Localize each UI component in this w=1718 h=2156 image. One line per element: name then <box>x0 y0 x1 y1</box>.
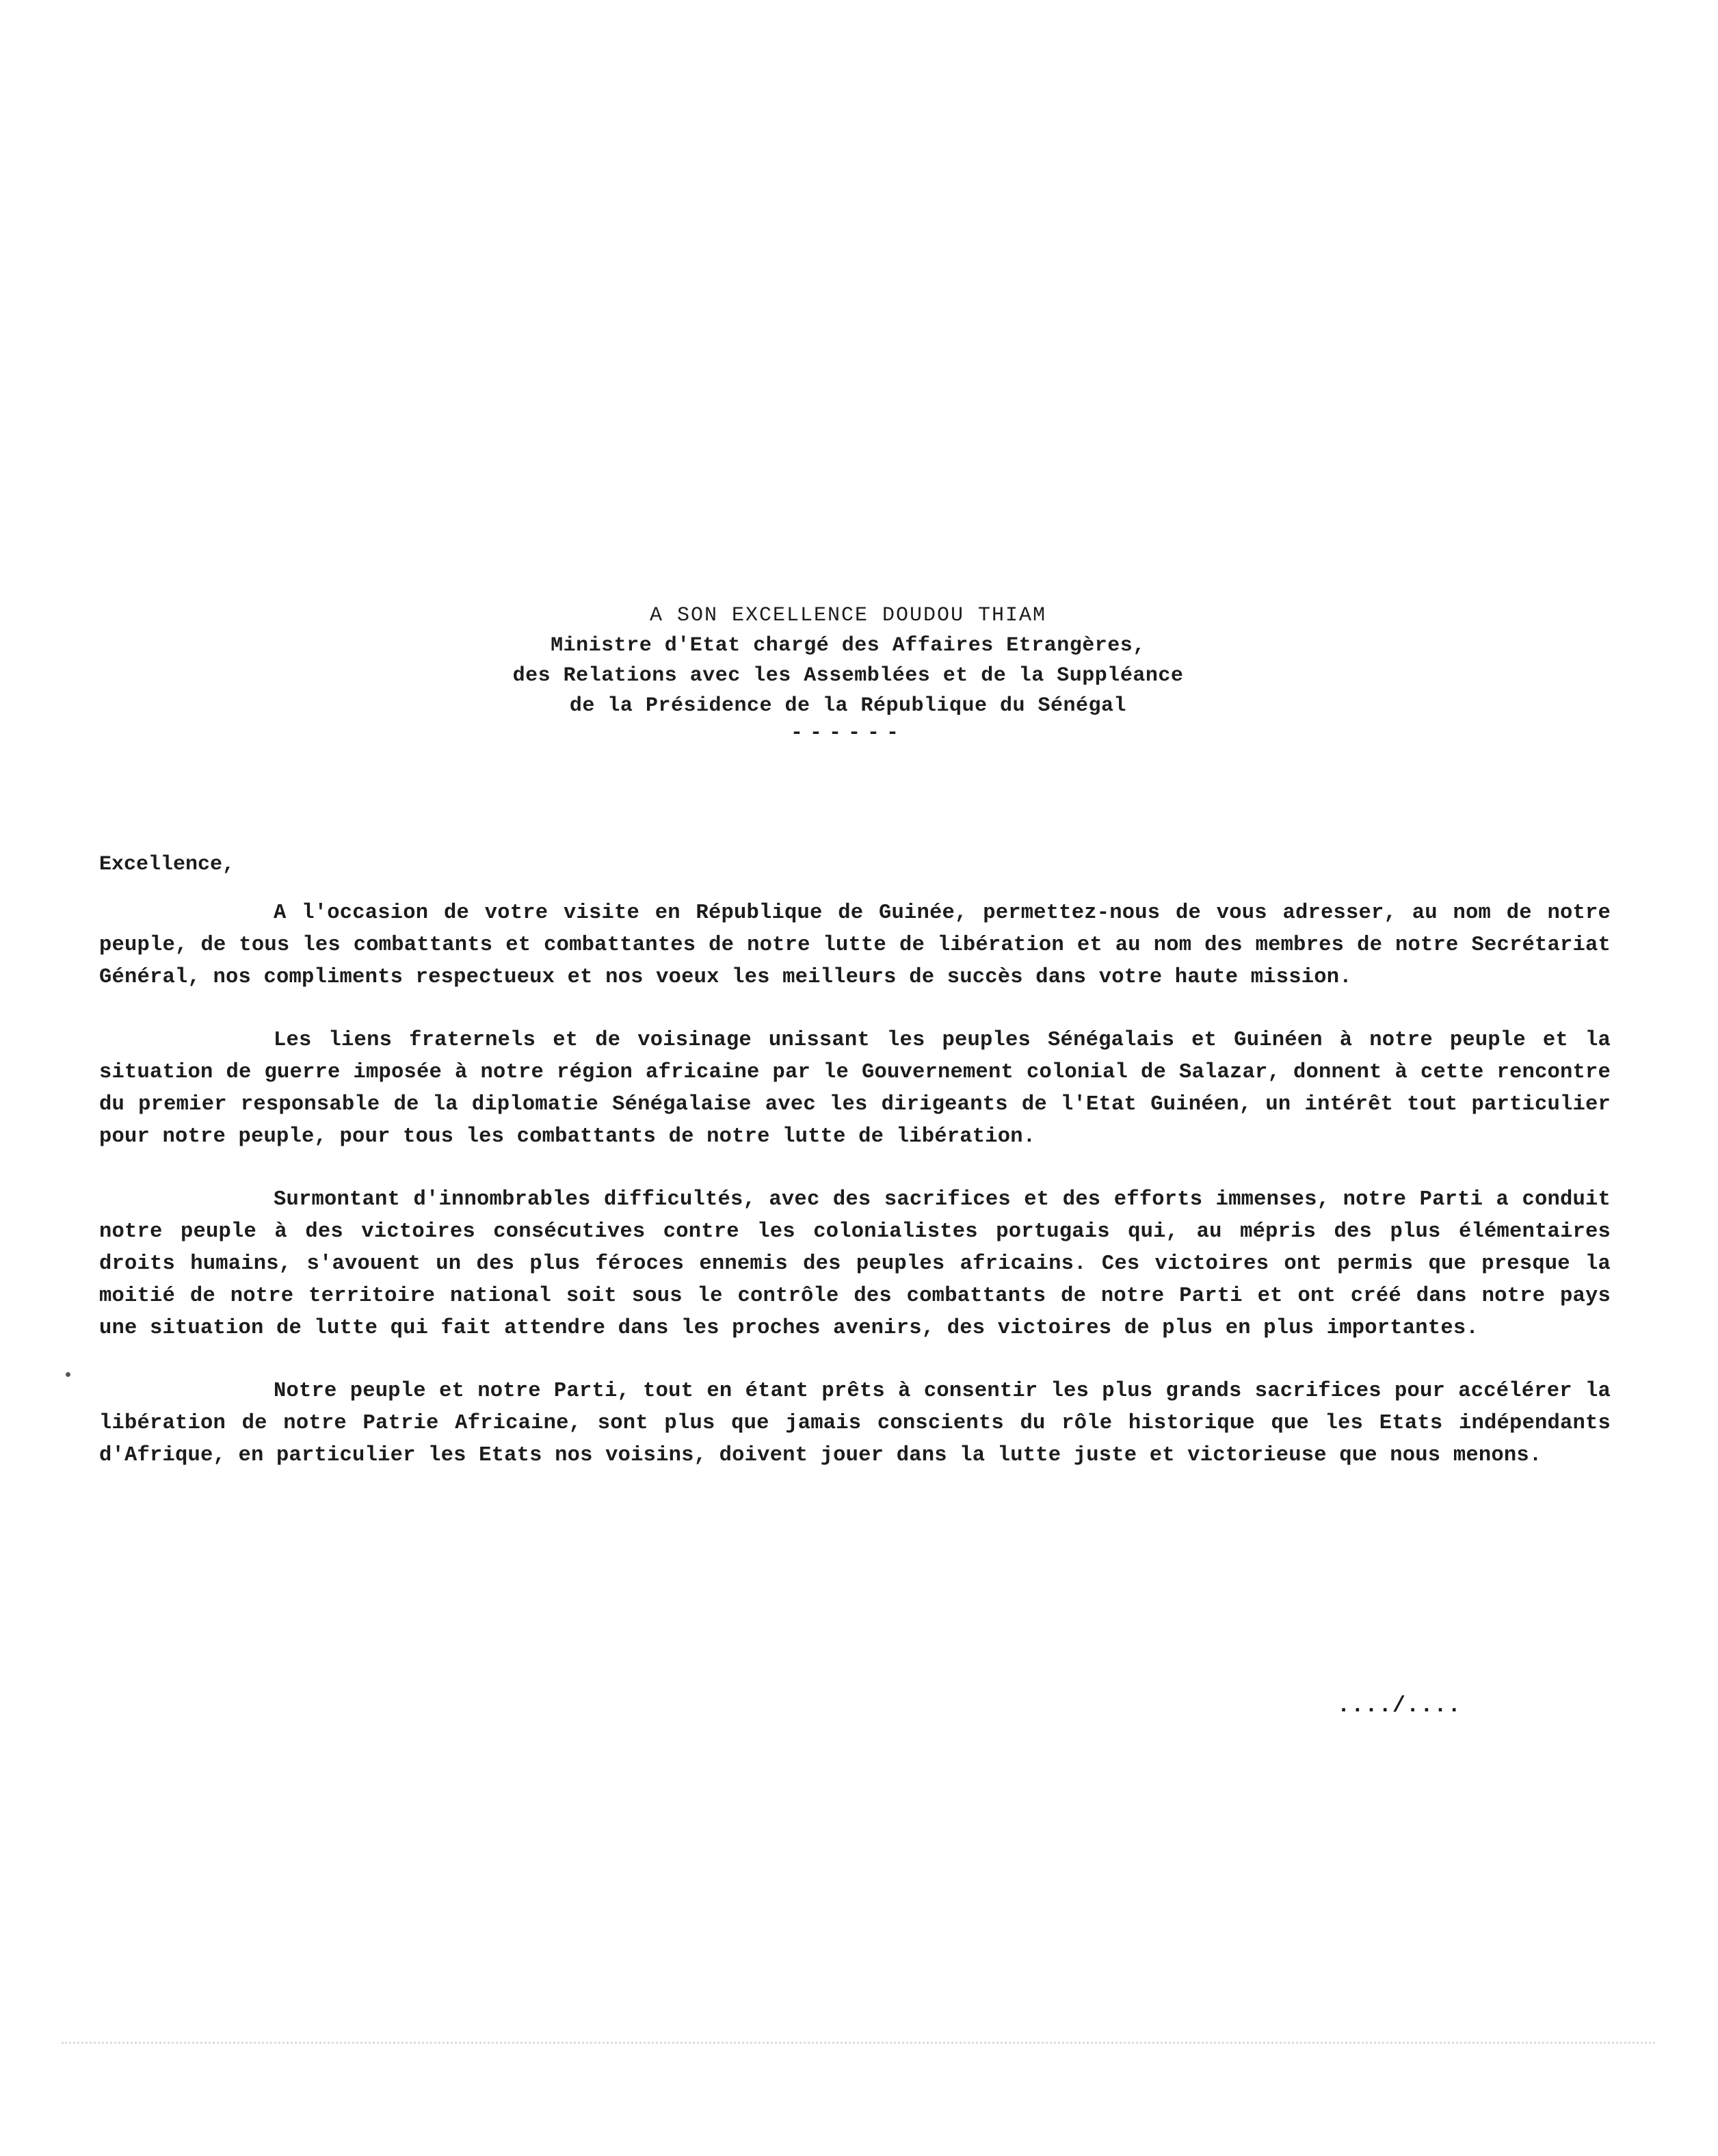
paragraph-4: Notre peuple et notre Parti, tout en étant prêts à consentir les plus grands sacrifices pour accélérer la libération de notre Patrie Africaine, sont plus que jamais conscients du rôle historique que les Etats indépendants d'Afrique, en particulier les Etats nos voisins, doivent jouer dans la lutte juste et victorieuse que nous menons. <box>99 1380 1611 1467</box>
salutation: Excellence, <box>99 853 235 876</box>
addressee-office-line-2: des Relations avec les Assemblées et de la Suppléance <box>512 664 1184 687</box>
addressee-title: A SON EXCELLENCE DOUDOU THIAM <box>649 604 1047 627</box>
addressee-office-line-1: Ministre d'Etat chargé des Affaires Etrangères, <box>551 634 1146 657</box>
addressee-office-line-3: de la Présidence de la République du Sénégal <box>569 694 1127 718</box>
continued-marker: ..../.... <box>1337 1693 1462 1718</box>
scan-noise-line <box>62 2042 1655 2044</box>
address-block <box>274 601 1423 748</box>
paragraph-3: Surmontant d'innombrables difficultés, avec des sacrifices et des efforts immenses, notre Parti a conduit notre peuple à des victoires consécutives contre les colonialistes portugais qui, au mépris des plus élémentaires droits humains, s'avouent un des plus féroces ennemis des peuples africains. Ces victoires ont permis que presque la moitié de notre territoire national soit sous le contrôle des combattants de notre Parti et ont créé dans notre pays une situation de lutte qui fait attendre dans les proches avenirs, des victoires de plus en plus importantes. <box>99 1188 1611 1340</box>
margin-speck <box>66 1372 70 1377</box>
address-divider: ------ <box>790 722 906 745</box>
paragraph-2: Les liens fraternels et de voisinage unissant les peuples Sénégalais et Guinéen à notre peuple et la situation de guerre imposée à notre région africaine par le Gouvernement colonial de Salazar, donnent à cette rencontre du premier responsable de la diplomatie Sénégalaise avec les dirigeants de l'Etat Guinéen, un intérêt tout particulier pour notre peuple, pour tous les combattants de notre lutte de libération. <box>99 1029 1611 1148</box>
letter-body <box>99 897 1611 1503</box>
paragraph-1: A l'occasion de votre visite en République de Guinée, permettez-nous de vous adresser, au nom de notre peuple, de tous les combattants et combattantes de notre lutte de libération et au nom des membres de notre Secrétariat Général, nos compliments respectueux et nos voeux les meilleurs de succès dans votre haute mission. <box>99 902 1611 989</box>
